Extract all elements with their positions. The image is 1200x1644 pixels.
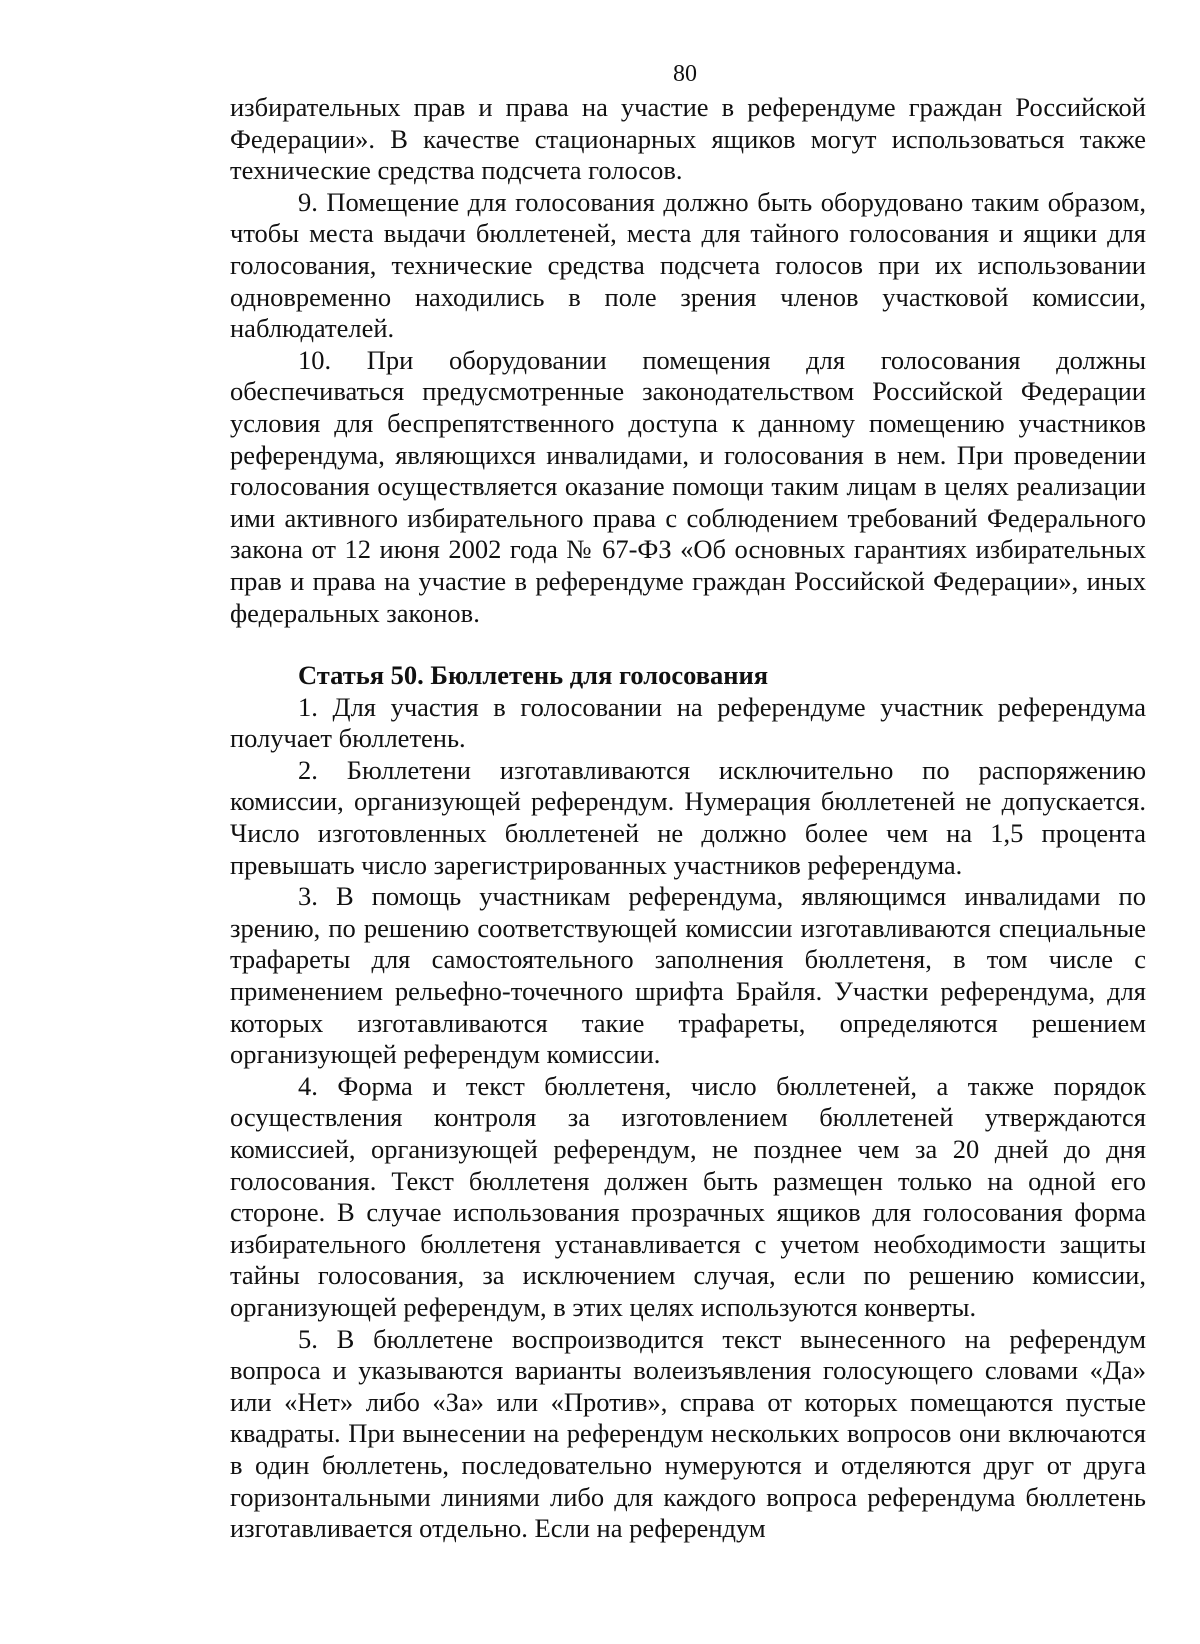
- page-number: 80: [673, 61, 697, 87]
- article-paragraph-2: 2. Бюллетени изготавливаются исключительно по распоряжению комиссии, организующей референдум. Нумерация бюллетеней не допускается. Число изготовленных бюллетеней не должно более чем на 1,5 процента превышать число зарегистрированных участников референдума.: [230, 754, 1146, 880]
- document-body: [230, 92, 1146, 1545]
- article-paragraph-5: 5. В бюллетене воспроизводится текст вынесенного на референдум вопроса и указываются варианты волеизъявления голосующего словами «Да» или «Нет» либо «За» или «Против», справа от которых помещаются пустые квадраты. При вынесении на референдум нескольких вопросов они включаются в один бюллетень, последовательно нумеруются и отделяются друг от друга горизонтальными линиями либо для каждого вопроса референдума бюллетень изготавливается отдельно. Если на референдум: [230, 1323, 1146, 1544]
- article-paragraph-1: 1. Для участия в голосовании на референдуме участник референдума получает бюллетень.: [230, 691, 1146, 754]
- article-paragraph-4: 4. Форма и текст бюллетеня, число бюллетеней, а также порядок осуществления контроля за изготовлением бюллетеней утверждаются комиссией, организующей референдум, не позднее чем за 20 дней до дня голосования. Текст бюллетеня должен быть размещен только на одной его стороне. В случае использования прозрачных ящиков для голосования форма избирательного бюллетеня устанавливается с учетом необходимости защиты тайны голосования, за исключением случая, если по решению комиссии, организующей референдум, в этих целях используются конверты.: [230, 1070, 1146, 1322]
- article-heading: Статья 50. Бюллетень для голосования: [298, 660, 769, 691]
- paragraph-item-9: 9. Помещение для голосования должно быть оборудовано таким образом, чтобы места выдачи бюллетеней, места для тайного голосования и ящики для голосования, технические средства подсчета голосов при их использовании одновременно находились в поле зрения членов участковой комиссии, наблюдателей.: [230, 186, 1146, 344]
- article-paragraph-3: 3. В помощь участникам референдума, являющимся инвалидами по зрению, по решению соответствующей комиссии изготавливаются специальные трафареты для самостоятельного заполнения бюллетеня, в том числе с применением рельефно-точечного шрифта Брайля. Участки референдума, для которых изготавливаются такие трафареты, определяются решением организующей референдум комиссии.: [230, 881, 1146, 1070]
- paragraph-item-10: 10. При оборудовании помещения для голосования должны обеспечиваться предусмотренные законодательством Российской Федерации условия для беспрепятственного доступа к данному помещению участников референдума, являющихся инвалидами, и голосования в нем. При проведении голосования осуществляется оказание помощи таким лицам в целях реализации ими активного избирательного права с соблюдением требований Федерального закона от 12 июня 2002 года № 67-ФЗ «Об основных гарантиях избирательных прав и права на участие в референдуме граждан Российской Федерации», иных федеральных законов.: [230, 344, 1146, 628]
- paragraph-continuation: избирательных прав и права на участие в референдуме граждан Российской Федерации». В качестве стационарных ящиков могут использоваться также технические средства подсчета голосов.: [230, 92, 1146, 186]
